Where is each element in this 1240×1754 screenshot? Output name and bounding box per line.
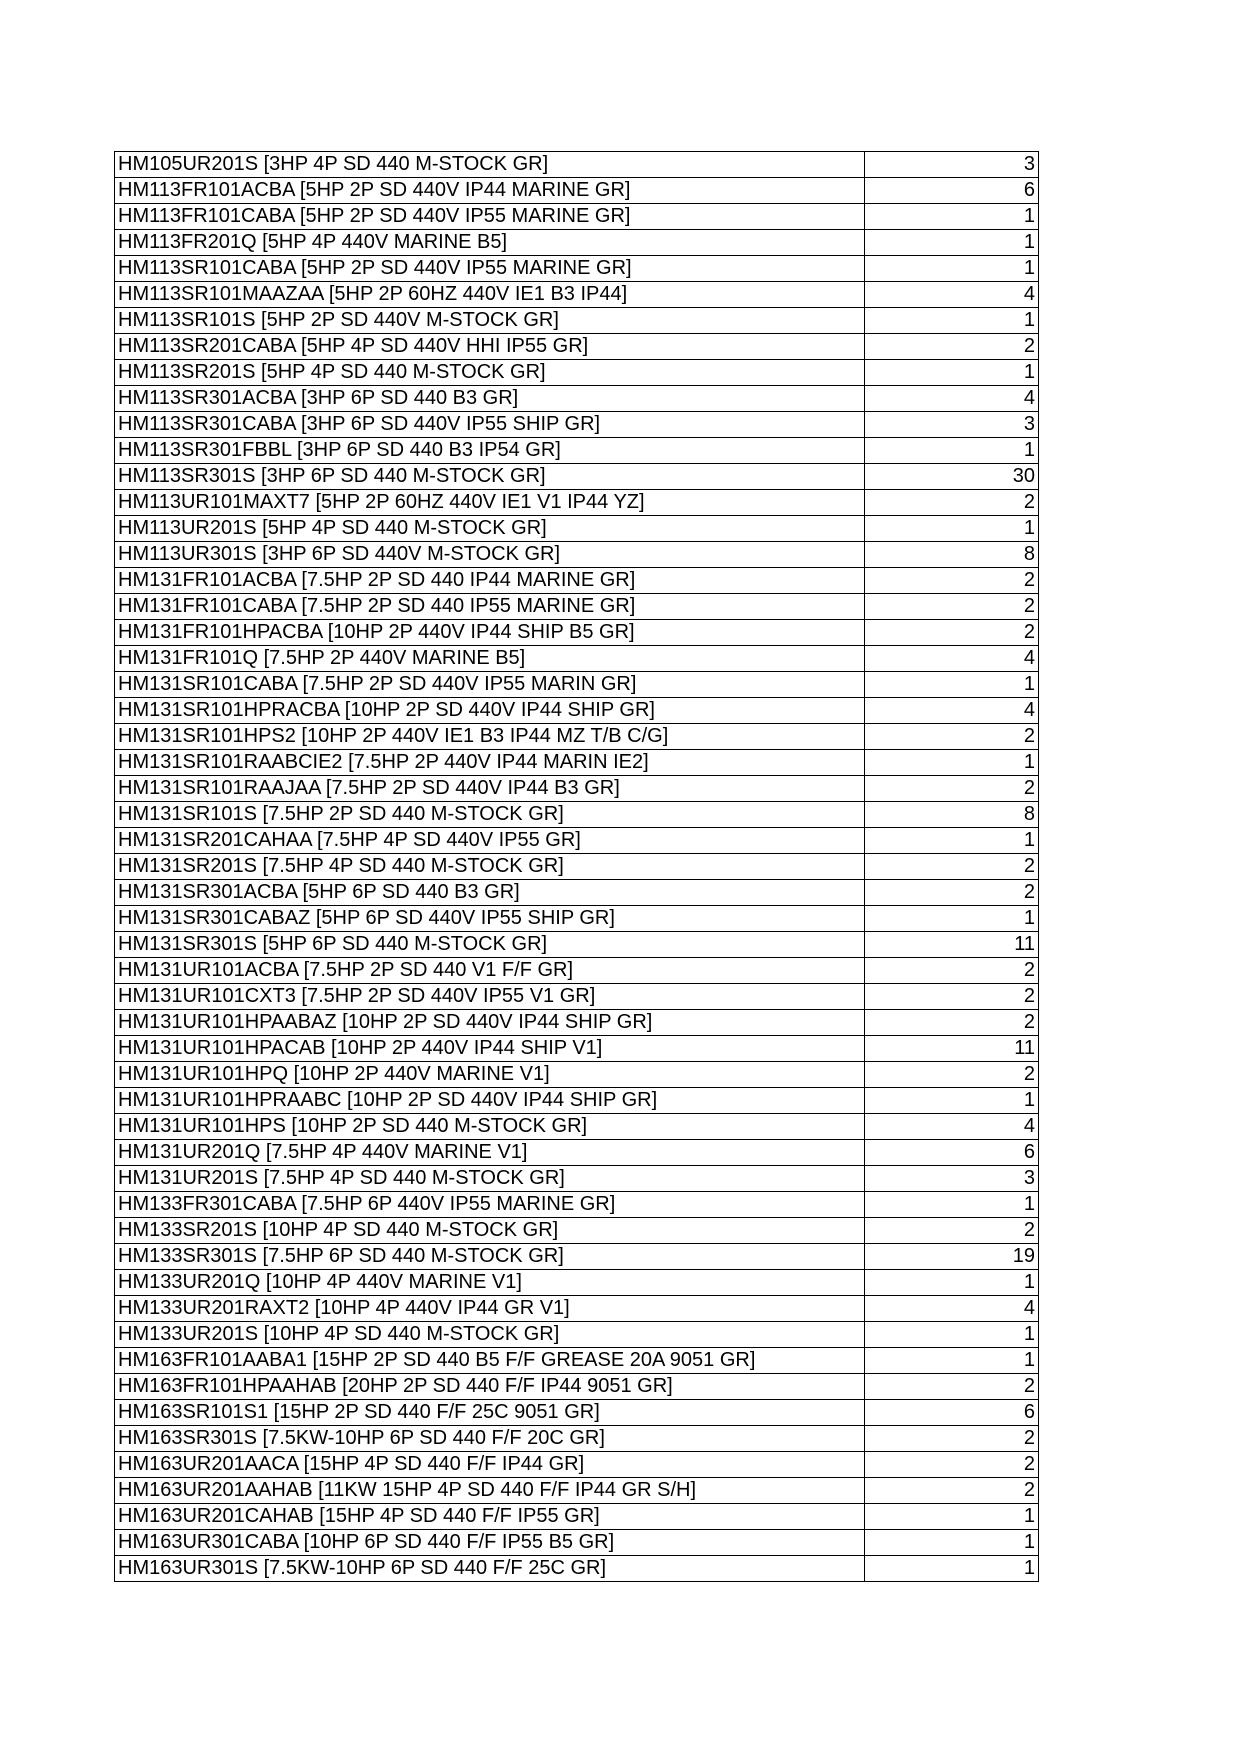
item-quantity: 1 (865, 1192, 1039, 1218)
table-row (115, 828, 1039, 854)
table-row (115, 490, 1039, 516)
item-description: HM131FR101ACBA [7.5HP 2P SD 440 IP44 MARINE GR] (115, 568, 865, 594)
item-description: HM131SR301S [5HP 6P SD 440 M-STOCK GR] (115, 932, 865, 958)
item-quantity: 1 (865, 1530, 1039, 1556)
table-row (115, 724, 1039, 750)
item-quantity: 2 (865, 1426, 1039, 1452)
item-quantity: 2 (865, 1062, 1039, 1088)
item-description: HM131SR101HPS2 [10HP 2P 440V IE1 B3 IP44 MZ T/B C/G] (115, 724, 865, 750)
item-description: HM105UR201S [3HP 4P SD 440 M-STOCK GR] (115, 152, 865, 178)
item-quantity: 4 (865, 646, 1039, 672)
item-quantity: 2 (865, 958, 1039, 984)
item-description: HM113SR301FBBL [3HP 6P SD 440 B3 IP54 GR] (115, 438, 865, 464)
item-description: HM131UR201S [7.5HP 4P SD 440 M-STOCK GR] (115, 1166, 865, 1192)
table-row (115, 750, 1039, 776)
item-quantity: 30 (865, 464, 1039, 490)
table-row (115, 542, 1039, 568)
item-quantity: 1 (865, 438, 1039, 464)
item-quantity: 11 (865, 932, 1039, 958)
item-quantity: 2 (865, 620, 1039, 646)
item-quantity: 1 (865, 906, 1039, 932)
table-row (115, 802, 1039, 828)
item-quantity: 1 (865, 1348, 1039, 1374)
table-row (115, 1426, 1039, 1452)
item-quantity: 2 (865, 334, 1039, 360)
table-row (115, 178, 1039, 204)
table-row (115, 1452, 1039, 1478)
table-row (115, 1348, 1039, 1374)
item-quantity: 1 (865, 1088, 1039, 1114)
item-quantity: 4 (865, 282, 1039, 308)
item-description: HM131UR101CXT3 [7.5HP 2P SD 440V IP55 V1 GR] (115, 984, 865, 1010)
item-description: HM133UR201RAXT2 [10HP 4P 440V IP44 GR V1] (115, 1296, 865, 1322)
item-description: HM133FR301CABA [7.5HP 6P 440V IP55 MARINE GR] (115, 1192, 865, 1218)
item-description: HM113UR201S [5HP 4P SD 440 M-STOCK GR] (115, 516, 865, 542)
item-quantity: 6 (865, 1400, 1039, 1426)
item-quantity: 2 (865, 1478, 1039, 1504)
item-quantity: 6 (865, 1140, 1039, 1166)
table-row (115, 698, 1039, 724)
item-quantity: 2 (865, 568, 1039, 594)
item-quantity: 2 (865, 1218, 1039, 1244)
item-description: HM113UR301S [3HP 6P SD 440V M-STOCK GR] (115, 542, 865, 568)
item-description: HM163UR201AAHAB [11KW 15HP 4P SD 440 F/F IP44 GR S/H] (115, 1478, 865, 1504)
item-description: HM133UR201S [10HP 4P SD 440 M-STOCK GR] (115, 1322, 865, 1348)
item-quantity: 2 (865, 1452, 1039, 1478)
item-description: HM131UR101HPS [10HP 2P SD 440 M-STOCK GR] (115, 1114, 865, 1140)
item-description: HM131FR101Q [7.5HP 2P 440V MARINE B5] (115, 646, 865, 672)
item-quantity: 1 (865, 204, 1039, 230)
item-description: HM113SR101S [5HP 2P SD 440V M-STOCK GR] (115, 308, 865, 334)
item-description: HM113UR101MAXT7 [5HP 2P 60HZ 440V IE1 V1 IP44 YZ] (115, 490, 865, 516)
item-quantity: 2 (865, 984, 1039, 1010)
table-row (115, 672, 1039, 698)
item-description: HM133UR201Q [10HP 4P 440V MARINE V1] (115, 1270, 865, 1296)
item-quantity: 4 (865, 1114, 1039, 1140)
table-row (115, 1192, 1039, 1218)
item-description: HM113SR301CABA [3HP 6P SD 440V IP55 SHIP GR] (115, 412, 865, 438)
table-row (115, 256, 1039, 282)
table-row (115, 906, 1039, 932)
item-description: HM113SR101MAAZAA [5HP 2P 60HZ 440V IE1 B3 IP44] (115, 282, 865, 308)
table-row (115, 334, 1039, 360)
table-row (115, 880, 1039, 906)
item-quantity: 3 (865, 152, 1039, 178)
table-row (115, 1062, 1039, 1088)
item-description: HM113SR101CABA [5HP 2P SD 440V IP55 MARINE GR] (115, 256, 865, 282)
item-quantity: 3 (865, 412, 1039, 438)
inventory-table-body (115, 152, 1039, 1582)
table-row (115, 1478, 1039, 1504)
item-description: HM131FR101HPACBA [10HP 2P 440V IP44 SHIP B5 GR] (115, 620, 865, 646)
item-quantity: 11 (865, 1036, 1039, 1062)
table-row (115, 1036, 1039, 1062)
item-description: HM131SR201S [7.5HP 4P SD 440 M-STOCK GR] (115, 854, 865, 880)
item-description: HM113SR301S [3HP 6P SD 440 M-STOCK GR] (115, 464, 865, 490)
item-quantity: 2 (865, 724, 1039, 750)
table-row (115, 854, 1039, 880)
item-quantity: 1 (865, 516, 1039, 542)
table-row (115, 620, 1039, 646)
item-description: HM113SR201CABA [5HP 4P SD 440V HHI IP55 GR] (115, 334, 865, 360)
item-quantity: 1 (865, 230, 1039, 256)
item-description: HM163FR101AABA1 [15HP 2P SD 440 B5 F/F GREASE 20A 9051 GR] (115, 1348, 865, 1374)
inventory-table (114, 151, 1039, 1582)
table-row (115, 932, 1039, 958)
item-quantity: 2 (865, 854, 1039, 880)
table-row (115, 1530, 1039, 1556)
item-description: HM131SR301CABAZ [5HP 6P SD 440V IP55 SHIP GR] (115, 906, 865, 932)
table-row (115, 646, 1039, 672)
item-description: HM131SR101CABA [7.5HP 2P SD 440V IP55 MARIN GR] (115, 672, 865, 698)
item-description: HM131UR101ACBA [7.5HP 2P SD 440 V1 F/F GR] (115, 958, 865, 984)
item-description: HM163UR201CAHAB [15HP 4P SD 440 F/F IP55 GR] (115, 1504, 865, 1530)
table-row (115, 1088, 1039, 1114)
item-quantity: 6 (865, 178, 1039, 204)
item-description: HM131UR101HPAABAZ [10HP 2P SD 440V IP44 SHIP GR] (115, 1010, 865, 1036)
item-quantity: 4 (865, 698, 1039, 724)
item-description: HM163SR101S1 [15HP 2P SD 440 F/F 25C 9051 GR] (115, 1400, 865, 1426)
item-description: HM163UR201AACA [15HP 4P SD 440 F/F IP44 GR] (115, 1452, 865, 1478)
item-quantity: 1 (865, 1556, 1039, 1582)
item-quantity: 3 (865, 1166, 1039, 1192)
item-description: HM113SR301ACBA [3HP 6P SD 440 B3 GR] (115, 386, 865, 412)
table-row (115, 230, 1039, 256)
table-row (115, 958, 1039, 984)
table-row (115, 1010, 1039, 1036)
table-row (115, 776, 1039, 802)
item-quantity: 1 (865, 828, 1039, 854)
table-row (115, 1322, 1039, 1348)
table-row (115, 568, 1039, 594)
item-description: HM131SR101S [7.5HP 2P SD 440 M-STOCK GR] (115, 802, 865, 828)
item-description: HM131UR101HPRAABC [10HP 2P SD 440V IP44 SHIP GR] (115, 1088, 865, 1114)
item-description: HM133SR201S [10HP 4P SD 440 M-STOCK GR] (115, 1218, 865, 1244)
table-row (115, 1166, 1039, 1192)
item-description: HM113FR101ACBA [5HP 2P SD 440V IP44 MARINE GR] (115, 178, 865, 204)
item-quantity: 1 (865, 360, 1039, 386)
item-quantity: 2 (865, 776, 1039, 802)
table-row (115, 1218, 1039, 1244)
item-quantity: 4 (865, 1296, 1039, 1322)
table-row (115, 1114, 1039, 1140)
table-row (115, 152, 1039, 178)
item-description: HM133SR301S [7.5HP 6P SD 440 M-STOCK GR] (115, 1244, 865, 1270)
table-row (115, 1140, 1039, 1166)
item-description: HM131UR101HPACAB [10HP 2P 440V IP44 SHIP V1] (115, 1036, 865, 1062)
table-row (115, 282, 1039, 308)
item-quantity: 1 (865, 256, 1039, 282)
item-quantity: 2 (865, 1374, 1039, 1400)
item-description: HM131UR201Q [7.5HP 4P 440V MARINE V1] (115, 1140, 865, 1166)
item-quantity: 1 (865, 308, 1039, 334)
item-description: HM131UR101HPQ [10HP 2P 440V MARINE V1] (115, 1062, 865, 1088)
item-description: HM131SR201CAHAA [7.5HP 4P SD 440V IP55 GR] (115, 828, 865, 854)
item-quantity: 2 (865, 490, 1039, 516)
table-row (115, 1556, 1039, 1582)
item-description: HM113FR201Q [5HP 4P 440V MARINE B5] (115, 230, 865, 256)
item-description: HM131SR101HPRACBA [10HP 2P SD 440V IP44 SHIP GR] (115, 698, 865, 724)
table-row (115, 386, 1039, 412)
item-description: HM113SR201S [5HP 4P SD 440 M-STOCK GR] (115, 360, 865, 386)
table-row (115, 1296, 1039, 1322)
table-row (115, 1374, 1039, 1400)
item-quantity: 1 (865, 1270, 1039, 1296)
item-description: HM163UR301S [7.5KW-10HP 6P SD 440 F/F 25C GR] (115, 1556, 865, 1582)
item-description: HM131SR101RAAJAA [7.5HP 2P SD 440V IP44 B3 GR] (115, 776, 865, 802)
table-row (115, 984, 1039, 1010)
item-quantity: 1 (865, 672, 1039, 698)
table-row (115, 1244, 1039, 1270)
table-row (115, 1504, 1039, 1530)
table-row (115, 594, 1039, 620)
item-description: HM131FR101CABA [7.5HP 2P SD 440 IP55 MARINE GR] (115, 594, 865, 620)
table-row (115, 1270, 1039, 1296)
item-quantity: 1 (865, 1322, 1039, 1348)
table-row (115, 464, 1039, 490)
item-description: HM163UR301CABA [10HP 6P SD 440 F/F IP55 B5 GR] (115, 1530, 865, 1556)
table-row (115, 516, 1039, 542)
table-row (115, 360, 1039, 386)
item-quantity: 2 (865, 880, 1039, 906)
item-quantity: 1 (865, 750, 1039, 776)
item-description: HM113FR101CABA [5HP 2P SD 440V IP55 MARINE GR] (115, 204, 865, 230)
table-row (115, 438, 1039, 464)
table-row (115, 204, 1039, 230)
item-description: HM131SR101RAABCIE2 [7.5HP 2P 440V IP44 MARIN IE2] (115, 750, 865, 776)
item-quantity: 4 (865, 386, 1039, 412)
item-quantity: 8 (865, 542, 1039, 568)
table-row (115, 412, 1039, 438)
item-quantity: 8 (865, 802, 1039, 828)
item-description: HM163FR101HPAAHAB [20HP 2P SD 440 F/F IP44 9051 GR] (115, 1374, 865, 1400)
item-quantity: 2 (865, 1010, 1039, 1036)
item-quantity: 19 (865, 1244, 1039, 1270)
item-quantity: 2 (865, 594, 1039, 620)
table-row (115, 308, 1039, 334)
item-description: HM163SR301S [7.5KW-10HP 6P SD 440 F/F 20C GR] (115, 1426, 865, 1452)
item-description: HM131SR301ACBA [5HP 6P SD 440 B3 GR] (115, 880, 865, 906)
table-row (115, 1400, 1039, 1426)
item-quantity: 1 (865, 1504, 1039, 1530)
